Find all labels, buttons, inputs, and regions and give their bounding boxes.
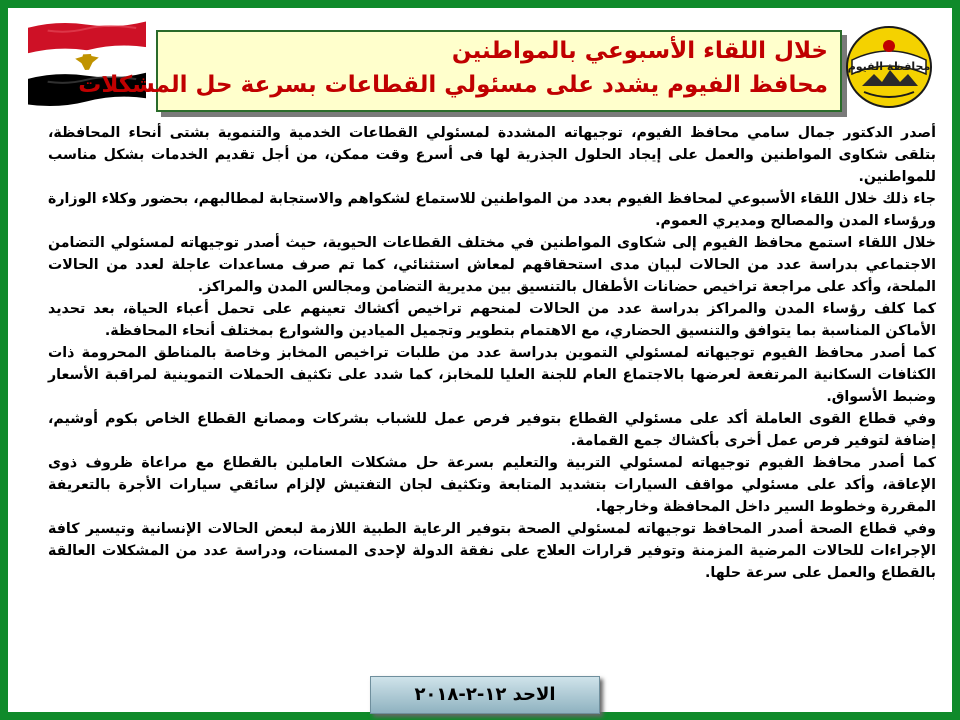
logo-caption: محافظة الفيوم [847,60,931,73]
headline-line-1: خلال اللقاء الأسبوعي بالمواطنين [451,38,828,64]
article-body [48,122,936,642]
headline-box [78,30,842,112]
article-paragraph: خلال اللقاء استمع محافظ الفيوم إلى شكاوى المواطنين في مختلف القطاعات الحيوية، حيث أصدر توجيهاته لمسئولي التضامن الاجتماعي بدراسة عدد من الحالات لبيان مدى استحقاقهم لمعاش استثنائي، كما تم صرف مساعدات عاجلة لعدد من الحالات الملحة، وأكد على مراجعة تراخيص حضانات الأطفال بالتنسيق بين مديرية التضامن ومجالس المدن والمراكز. [48,235,936,295]
date-badge: الاحد ١٢-٢-٢٠١٨ [370,676,600,714]
article-paragraph: وفي قطاع الصحة أصدر المحافظ توجيهاته لمسئولي الصحة بتوفير الرعاية الطبية اللازمة لبعض الحالات الإنسانية وتيسير كافة الإجراءات للحالات المرضية المزمنة وتوفير قرارات العلاج على نفقة الدولة لإحدى المسنات، ودراسة عدد من المشكلات العالقة بالقطاع والعمل على سرعة حلها. [48,521,936,581]
article-paragraph: كما كلف رؤساء المدن والمراكز بدراسة عدد من الحالات لمنحهم تراخيص أكشاك تعينهم على تحمل أعباء الحياة، بعد تحديد الأماكن المناسبة بما يتوافق والتنسيق الحضاري، مع الاهتمام بتطوير وتجميل الميادين والشوارع بمختلف أنحاء المحافظة. [48,301,936,339]
headline-line-2: محافظ الفيوم يشدد على مسئولي القطاعات بسرعة حل المشكلات [78,72,828,98]
article-paragraph: وفي قطاع القوى العاملة أكد على مسئولي القطاع بتوفير فرص عمل للشباب بشركات ومصانع القطاع الخاص بكوم أوشيم، إضافة لتوفير فرص عمل أخرى بأكشاك جمع القمامة. [48,411,936,449]
article-paragraph: كما أصدر محافظ الفيوم توجيهاته لمسئولي التربية والتعليم بسرعة حل مشكلات العاملين بالقطاع مع مراعاة ظروف ذوى الإعاقة، وأكد على مسئولي مواقف السيارات بتشديد المتابعة وتكثيف لجان التفتيش لإلزام سائقي سيارات الأجرة بالتعريفة المقررة وخطوط السير داخل المحافظة وخارجها. [48,455,936,515]
article-paragraph: جاء ذلك خلال اللقاء الأسبوعي لمحافظ الفيوم بعدد من المواطنين للاستماع لشكواهم والاستجابة لمطالبهم، بحضور وكلاء الوزارة ورؤساء المدن والمصالح ومديري العموم. [48,191,936,229]
content-frame [8,8,952,712]
article-paragraph: كما أصدر محافظ الفيوم توجيهاته لمسئولي التموين بدراسة عدد من طلبات تراخيص المخابز وخاصة بالمناطق المحرومة ذات الكثافات السكانية المرتفعة لعرضها بالاجتماع العام للجنة العليا للمخابز، كما شدد على تكثيف الحملات التموينية لمراقبة الأسعار وضبط الأسواق. [48,345,936,405]
article-paragraph: أصدر الدكتور جمال سامي محافظ الفيوم، توجيهاته المشددة لمسئولي القطاعات الخدمية والتنموية بشتى أنحاء المحافظة، بتلقى شكاوى المواطنين والعمل على إيجاد الحلول الجذرية لها فى أسرع وقت ممكن، من أجل تقديم الخدمات بشكل مناسب للمواطنين. [48,125,936,185]
fayoum-governorate-logo-icon [844,24,934,110]
